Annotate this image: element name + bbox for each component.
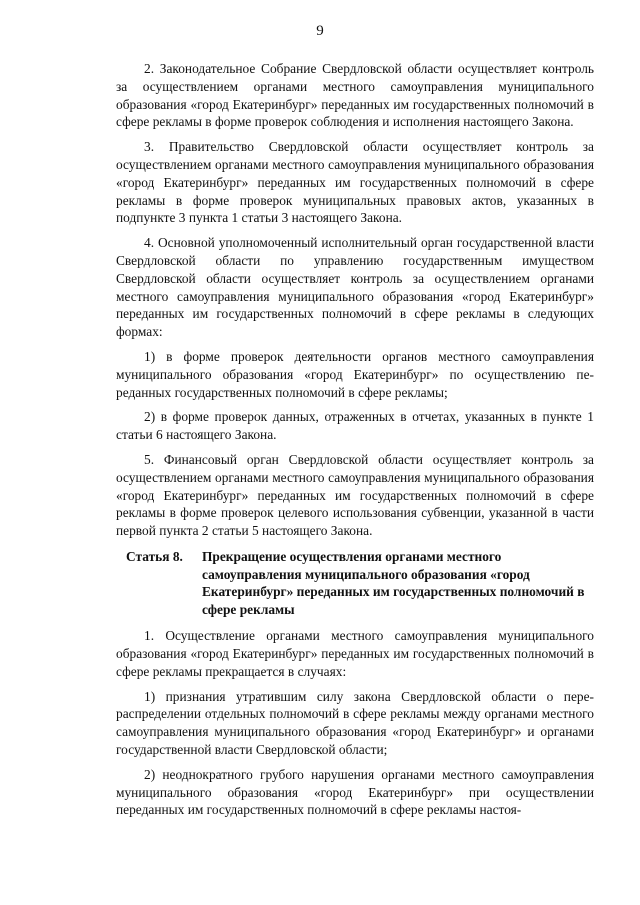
document-body: [116, 60, 594, 826]
paragraph-article7-part3: 3. Правительство Свердловской области осуществляет контроль за осуществлением органами местного самоуправления муниципального образования «город Екатеринбург» переданных им государственных полномочий в сфере рекламы в форме проверок муниципальных правовых актов, указанных в подпункте 3 пункта 1 статьи 3 настоящего Закона.: [116, 139, 594, 226]
paragraph-article8-part1-item1: 1) признания утратившим силу закона Свердловской области о перераспределении отдельных полномочий в сфере рекламы между органами местного самоуправления муниципального образования «город Екатеринбург» и органами государственной власти Свердловской области;: [116, 688, 594, 758]
paragraph-article8-part1-item2: 2) неоднократного грубого нарушения органами местного самоуправления муниципального образования «город Екатеринбург» при осуществлении переданных им государственных полномочий в сфере рекламы настоя-: [116, 766, 594, 818]
article-title: Прекращение осуществления органами местного самоуправления муниципального образования «город Екатеринбург» переданных им государственных полномочий в сфере рекламы: [202, 548, 585, 617]
paragraph-article7-part4-item1: 1) в форме проверок деятельности органов местного самоуправления муниципального образования «город Екатеринбург» по осуществлению переданных государственных полномочий в сфере рекламы;: [116, 348, 594, 400]
paragraph-article7-part4-item2: 2) в форме проверок данных, отраженных в отчетах, указанных в пункте 1 статьи 6 настоящего Закона.: [116, 409, 594, 443]
paragraph-article8-part1: 1. Осуществление органами местного самоуправления муниципального образования «город Екатеринбург» переданных им государственных полномочий в сфере рекламы прекращается в случаях:: [116, 628, 594, 679]
paragraph-article7-part4: 4. Основной уполномоченный исполнительный орган государственной власти Свердловской области по управлению государственным имуществом Свердловской области осуществляет контроль за осуществлением органами местного самоуправления муниципального образования «город Екатеринбург» переданных им государственных полномочий в сфере рекламы в следующих формах:: [116, 235, 594, 340]
article-number: Статья 8.: [126, 548, 183, 564]
paragraph-article7-part5: 5. Финансовый орган Свердловской области осуществляет контроль за осуществлением органами местного самоуправления муниципального образования «город Екатеринбург» переданных им государственных полномочий в сфере рекламы в форме проверок целевого использования субвенции, указанной в части первой пункта 2 статьи 5 настоящего Закона.: [116, 451, 594, 539]
paragraph-article7-part2: 2. Законодательное Собрание Свердловской области осуществляет контроль за осуществлением органами местного самоуправления муниципального образования «город Екатеринбург» переданных им государственных полномочий в сфере рекламы в форме проверок соблюдения и исполнения настоящего Закона.: [116, 61, 594, 130]
article-heading: [116, 548, 594, 618]
page-number: 9: [316, 23, 324, 39]
